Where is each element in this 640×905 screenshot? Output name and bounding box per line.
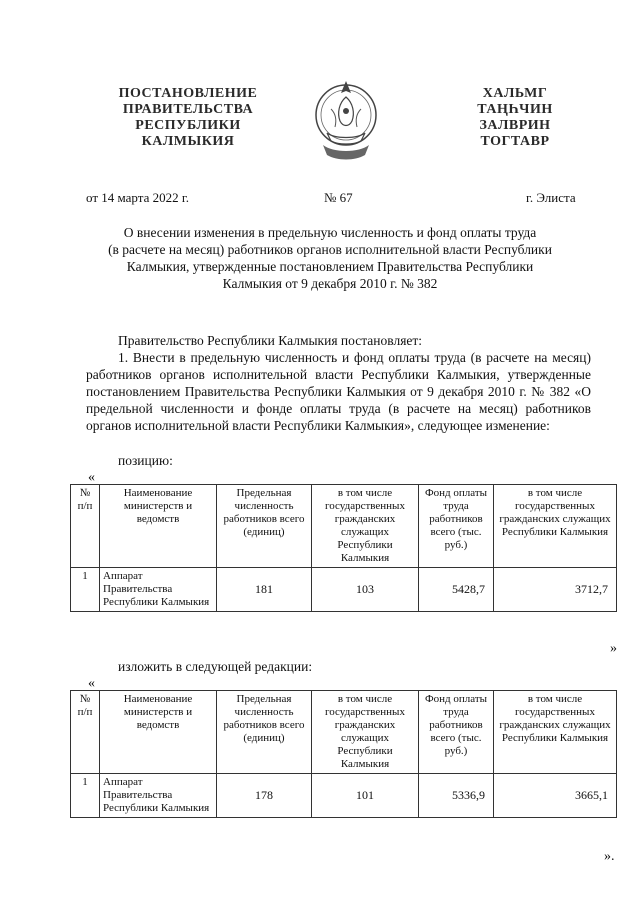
header-right-line: ХАЛЬМГ [482,86,548,101]
paragraph-1: 1. Внести в предельную численность и фонд оплаты труда (в расчете на месяц) работников органов исполнительной власти Республики Калмыкия, утвержденные постановлением Правительства Республики Калмыкия от 9 декабря 2010 г. № 382 «О предельной численности и фонде оплаты труда (в расчете на месяц) работников органов исполнительной власти Республики Калмыкия», следующее изменение: [86,350,591,433]
table-header-row [71,485,617,568]
header-right-block [440,86,590,150]
cell-staff-total: 181 [217,568,312,612]
header-staff-civil: в том числе государственных гражданских служащих Республики Калмыкия [312,485,419,568]
cell-number: 1 [71,568,100,612]
table-old-position [70,484,617,612]
header-fund-total: Фонд оплаты труда работников всего (тыс. руб.) [419,485,494,568]
header-left-line: ПРАВИТЕЛЬСТВА [122,102,254,117]
header-fund-civil: в том числе государственных гражданских служащих Республики Калмыкия [494,691,617,774]
header-name: Наименование министерств и ведомств [100,691,217,774]
close-quote-1: » [610,641,617,656]
title-line: Калмыкия, утвержденные постановлением Правительства Республики [126,259,534,274]
header-left-block [88,86,288,150]
intro-paragraph: Правительство Республики Калмыкия постановляет: [118,333,423,348]
decree-title [80,224,580,292]
title-line: О внесении изменения в предельную численность и фонд оплаты труда [123,225,537,240]
decree-city: г. Элиста [526,190,576,205]
header-fund-total: Фонд оплаты труда работников всего (тыс. руб.) [419,691,494,774]
cell-fund-total: 5336,9 [419,774,494,818]
header-right-line: ТОГТАВР [480,134,550,149]
header-staff-total: Предельная численность работников всего (единиц) [217,485,312,568]
position-label: позицию: [118,453,173,468]
decree-date: от 14 марта 2022 г. [86,190,189,205]
header-left-line: КАЛМЫКИЯ [141,134,235,149]
header-number: № п/п [71,691,100,774]
header-left-line: ПОСТАНОВЛЕНИЕ [118,86,258,101]
decree-number: № 67 [324,190,353,205]
header-number: № п/п [71,485,100,568]
header-name: Наименование министерств и ведомств [100,485,217,568]
close-quote-2: ». [604,849,615,864]
table-new-position [70,690,617,818]
header-left-line: РЕСПУБЛИКИ [135,118,241,133]
cell-staff-total: 178 [217,774,312,818]
table-row [71,774,617,818]
cell-fund-civil: 3712,7 [494,568,617,612]
decree-body [86,332,591,434]
header-right-line: ТАҢҺЧИН [477,102,553,117]
open-quote-2: « [88,676,95,691]
table-row [71,568,617,612]
cell-name: Аппарат Правительства Республики Калмыкия [100,568,217,612]
title-line: Калмыкия от 9 декабря 2010 г. № 382 [222,276,438,291]
replace-label: изложить в следующей редакции: [118,659,313,674]
cell-staff-civil: 103 [312,568,419,612]
open-quote-1: « [88,470,95,485]
header-fund-civil: в том числе государственных гражданских служащих Республики Калмыкия [494,485,617,568]
header-staff-total: Предельная численность работников всего (единиц) [217,691,312,774]
header-staff-civil: в том числе государственных гражданских служащих Республики Калмыкия [312,691,419,774]
cell-fund-civil: 3665,1 [494,774,617,818]
title-line: (в расчете на месяц) работников органов исполнительной власти Республики [108,242,552,257]
cell-number: 1 [71,774,100,818]
header-right-line: ЗАЛВРИН [479,118,551,133]
cell-name: Аппарат Правительства Республики Калмыкия [100,774,217,818]
cell-fund-total: 5428,7 [419,568,494,612]
table-header-row [71,691,617,774]
cell-staff-civil: 101 [312,774,419,818]
coat-of-arms-emblem [309,73,383,163]
